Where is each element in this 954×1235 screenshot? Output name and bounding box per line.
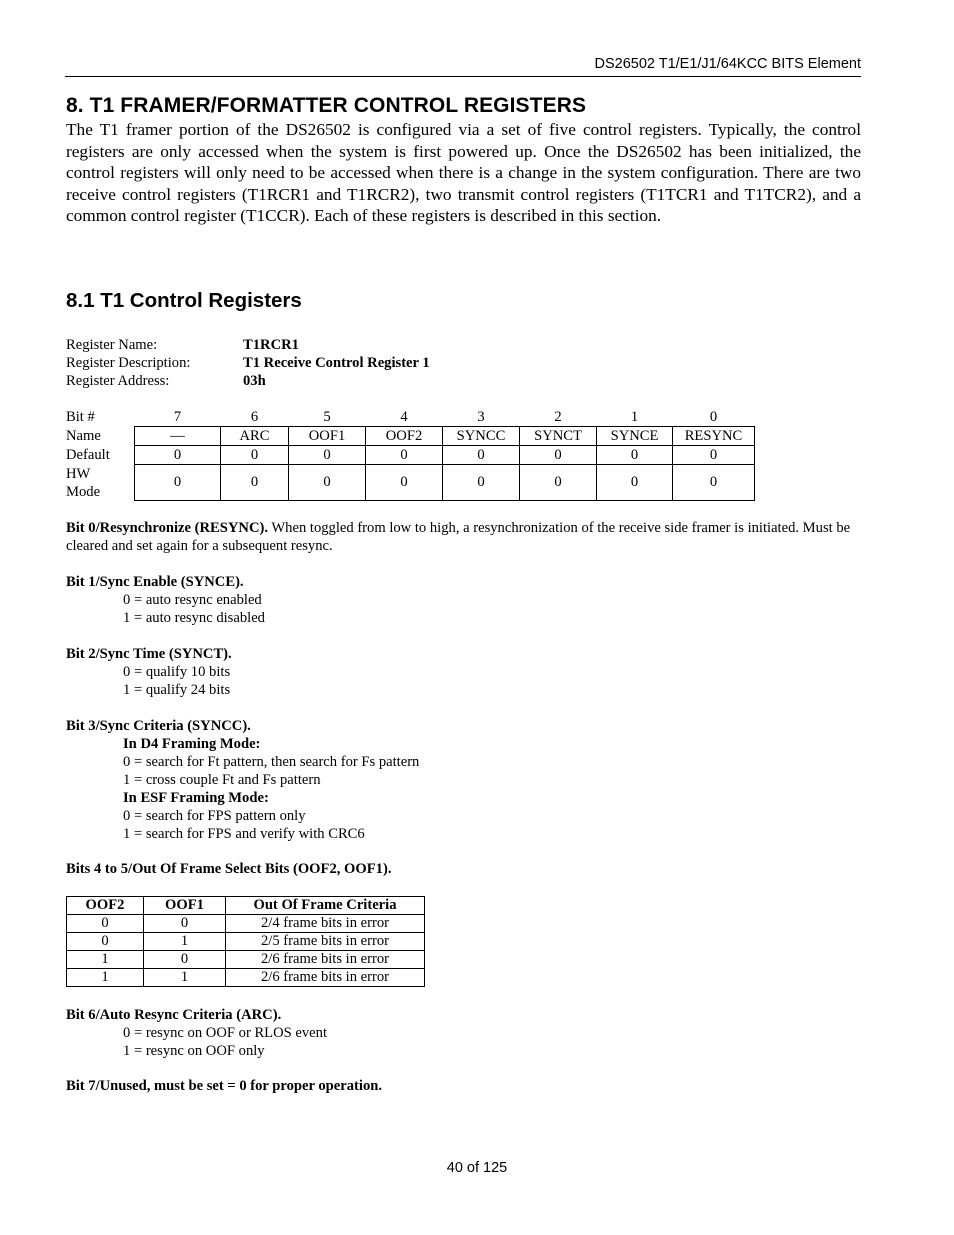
bit-hw-mode-cell: 0: [221, 465, 289, 501]
oof-cell: 0: [67, 933, 144, 951]
bit-name-cell: ARC: [221, 427, 289, 446]
bit-default-cell: 0: [289, 446, 366, 465]
bit-hw-mode-cell: 0: [520, 465, 597, 501]
oof-criteria-table: [66, 896, 425, 987]
bit-hw-mode-cell: 0: [289, 465, 366, 501]
bit-number-cell: 5: [323, 408, 331, 425]
bit7-title: Bit 7/Unused, must be set = 0 for proper operation.: [66, 1078, 383, 1094]
bit-number-cell: 4: [400, 408, 408, 425]
bit2-option-1: 1 = qualify 24 bits: [123, 682, 231, 698]
register-description-label: Register Description:: [66, 355, 191, 371]
oof-header-cell: Out Of Frame Criteria: [226, 897, 425, 915]
bit-hw-mode-label: [66, 465, 135, 501]
bits45-title: Bits 4 to 5/Out Of Frame Select Bits (OOF2, OOF1).: [66, 861, 392, 877]
hw-label-line2: Mode: [66, 483, 101, 500]
bit-name-cell: OOF2: [366, 427, 443, 446]
table-row: [67, 915, 425, 933]
bit-number-cell: 6: [250, 408, 259, 425]
oof-cell: 1: [67, 969, 144, 987]
bit-name-cell: —: [135, 427, 221, 446]
bit-number-label: Bit #: [66, 408, 95, 425]
bit6-option-0: 0 = resync on OOF or RLOS event: [123, 1025, 328, 1041]
bit3-esf-option-0: 0 = search for FPS pattern only: [123, 808, 306, 824]
bit-name-cell: OOF1: [289, 427, 366, 446]
bit3-description: [66, 717, 861, 843]
bit3-title: Bit 3/Sync Criteria (SYNCC).: [66, 718, 251, 734]
bit-default-cell: 0: [366, 446, 443, 465]
bit-name-row: [66, 427, 755, 446]
section-heading: 8. T1 FRAMER/FORMATTER CONTROL REGISTERS: [66, 94, 587, 117]
bit-number-cell: 2: [554, 408, 562, 425]
bit-hw-mode-cell: 0: [443, 465, 520, 501]
bit0-description: [66, 519, 861, 555]
bit-default-cell: 0: [135, 446, 221, 465]
oof-cell: 1: [144, 969, 226, 987]
oof-cell: 1: [144, 933, 226, 951]
section-intro: The T1 framer portion of the DS26502 is configured via a set of five control registers. Typically, the control registers are only accessed when the system is first powered up. Once the DS26502 has been initialized, the control registers will only need to be accessed when there is a change in the system configuration. There are two receive control registers (T1RCR1 and T1RCR2), two transmit control registers (T1TCR1 and T1TCR2), and a common control register (T1CCR). Each of these registers is described in this section.: [66, 120, 861, 226]
bit3-d4-option-0: 0 = search for Ft pattern, then search for Fs pattern: [123, 754, 420, 770]
bit-default-cell: 0: [673, 446, 755, 465]
bit-name-label: Name: [66, 427, 101, 444]
bit6-description: [66, 1006, 861, 1060]
hw-label-line1: HW: [66, 465, 91, 482]
bit1-title: Bit 1/Sync Enable (SYNCE).: [66, 574, 244, 590]
page-number: 40 of 125: [446, 1160, 508, 1176]
bit-default-cell: 0: [221, 446, 289, 465]
table-row: [67, 933, 425, 951]
bit3-esf-option-1: 1 = search for FPS and verify with CRC6: [123, 826, 365, 842]
oof-header-row: [67, 897, 425, 915]
bit-hw-mode-row: [66, 465, 755, 501]
bit0-text: When toggled from low to high, a resynchronization of the receive side framer is initiated. Must be cleared and set again for a subsequent resync.: [66, 520, 851, 554]
bit-default-row: [66, 446, 755, 465]
oof-header-cell: OOF2: [67, 897, 144, 915]
bit-default-cell: 0: [520, 446, 597, 465]
bit-default-cell: 0: [443, 446, 520, 465]
oof-cell: 2/6 frame bits in error: [226, 969, 425, 987]
bit1-option-0: 0 = auto resync enabled: [123, 592, 262, 608]
register-description-row: [66, 354, 430, 372]
bit-number-cell: 1: [630, 408, 639, 425]
bit-number-cell: 3: [477, 408, 485, 425]
register-name-value: T1RCR1: [243, 337, 299, 353]
register-name-label: Register Name:: [66, 337, 158, 353]
oof-cell: 0: [67, 915, 144, 933]
bit3-d4-heading: In D4 Framing Mode:: [123, 736, 261, 752]
register-name-row: [66, 336, 430, 354]
bit3-d4-option-1: 1 = cross couple Ft and Fs pattern: [123, 772, 321, 788]
bit-hw-mode-cell: 0: [673, 465, 755, 501]
register-address-label: Register Address:: [66, 373, 170, 389]
bit6-title: Bit 6/Auto Resync Criteria (ARC).: [66, 1007, 282, 1023]
oof-cell: 0: [144, 951, 226, 969]
oof-header-cell: OOF1: [144, 897, 226, 915]
bit-default-cell: 0: [597, 446, 673, 465]
bit1-option-1: 1 = auto resync disabled: [123, 610, 265, 626]
bit2-description: [66, 645, 861, 699]
running-header: DS26502 T1/E1/J1/64KCC BITS Element: [594, 56, 861, 72]
bit-number-cell: 0: [709, 408, 718, 425]
register-address-row: [66, 372, 430, 390]
bit-number-row: [66, 408, 755, 427]
oof-cell: 2/4 frame bits in error: [226, 915, 425, 933]
subsection-heading: 8.1 T1 Control Registers: [66, 289, 302, 312]
bit2-option-0: 0 = qualify 10 bits: [123, 664, 231, 680]
bit-default-label: Default: [66, 446, 110, 463]
header-rule: [65, 76, 861, 77]
bit1-description: [66, 573, 861, 627]
register-info: [66, 336, 430, 390]
bit-name-cell: SYNCE: [597, 427, 673, 446]
bit-hw-mode-cell: 0: [597, 465, 673, 501]
bit6-option-1: 1 = resync on OOF only: [123, 1043, 265, 1059]
table-row: [67, 951, 425, 969]
bit2-title: Bit 2/Sync Time (SYNCT).: [66, 646, 232, 662]
bit-name-cell: RESYNC: [673, 427, 755, 446]
oof-cell: 1: [67, 951, 144, 969]
bit-name-cell: SYNCT: [520, 427, 597, 446]
bit0-title: Bit 0/Resynchronize (RESYNC).: [66, 520, 269, 536]
bit-hw-mode-cell: 0: [366, 465, 443, 501]
bit3-esf-heading: In ESF Framing Mode:: [123, 790, 269, 806]
oof-cell: 0: [144, 915, 226, 933]
bit-map-table: [66, 408, 755, 501]
oof-cell: 2/6 frame bits in error: [226, 951, 425, 969]
bit-hw-mode-cell: 0: [135, 465, 221, 501]
bit-number-cell: 7: [173, 408, 182, 425]
bit-name-cell: SYNCC: [443, 427, 520, 446]
table-row: [67, 969, 425, 987]
register-description-value: T1 Receive Control Register 1: [243, 355, 430, 371]
oof-cell: 2/5 frame bits in error: [226, 933, 425, 951]
register-address-value: 03h: [243, 373, 266, 389]
